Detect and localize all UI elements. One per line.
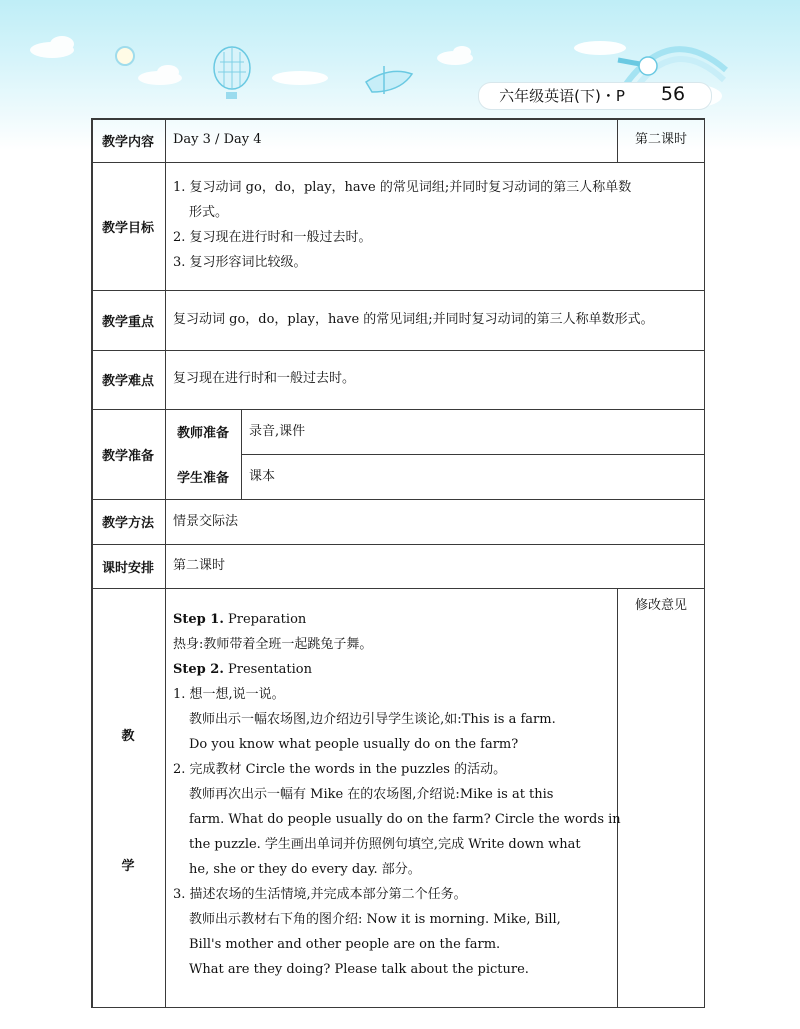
key-points-value: 复习动词 go，do，play，have 的常见词组;并同时复习动词的第三人称单数形式。: [173, 312, 654, 327]
label-content: 教学内容: [101, 134, 154, 150]
process-line: Bill's mother and other people are on the farm.: [189, 937, 501, 952]
step-1-heading: [173, 608, 306, 633]
student-prep-value: 课本: [249, 469, 276, 484]
step-2-title: Step 2.: [173, 662, 224, 677]
label-process-top: 教: [121, 728, 135, 744]
step-1-title: Step 1.: [173, 612, 224, 627]
label-schedule: 课时安排: [101, 560, 154, 576]
step-1-name: Preparation: [223, 612, 307, 627]
process-line: 1. 想一想,说一说。: [173, 687, 285, 702]
page-number: 56: [660, 83, 686, 105]
boat-icon: [366, 66, 412, 94]
sun-icon: [116, 47, 134, 65]
process-line: 3. 描述农场的生活情境,并完成本部分第二个任务。: [173, 887, 467, 902]
cloud-icon: [574, 41, 626, 55]
process-line: 教师出示教材右下角的图介绍: Now it is morning. Mike, Bill,: [189, 912, 561, 927]
content-value: Day 3 / Day 4: [173, 132, 262, 147]
goal-line: 1. 复习动词 go，do，play，have 的常见词组;并同时复习动词的第三人称单数: [173, 180, 632, 195]
process-line: he, she or they do every day. 部分。: [189, 862, 421, 877]
process-line: the puzzle. 学生画出单词并仿照例句填空,完成 Write down what: [189, 837, 581, 852]
process-line: farm. What do people usually do on the farm? Circle the words in: [189, 812, 621, 827]
label-student-prep: 学生准备: [176, 471, 229, 486]
goal-line: 2. 复习现在进行时和一般过去时。: [173, 230, 372, 245]
process-line: 2. 完成教材 Circle the words in the puzzles 的活动。: [173, 762, 507, 777]
lesson-plan-table: [91, 118, 705, 1008]
sky-decoration: [0, 0, 800, 130]
teacher-prep-value: 录音,课件: [249, 424, 306, 439]
difficulties-value: 复习现在进行时和一般过去时。: [173, 371, 356, 386]
label-key-points: 教学重点: [101, 314, 154, 330]
label-difficulties: 教学难点: [101, 374, 154, 389]
goal-line: 3. 复习形容词比较级。: [173, 255, 307, 270]
label-process-bottom: 学: [121, 858, 135, 874]
cloud-icon: [272, 71, 328, 85]
process-line: 教师出示一幅农场图,边介绍边引导学生谈论,如:This is a farm.: [189, 712, 556, 727]
lesson-period: 第二课时: [634, 132, 687, 147]
goal-line: 形式。: [189, 205, 229, 220]
step-2-heading: [173, 658, 312, 683]
step-2-name: Presentation: [223, 662, 312, 677]
warmup-line: 热身:教师带着全班一起跳兔子舞。: [173, 637, 373, 652]
process-line: 教师再次出示一幅有 Mike 在的农场图,介绍说:Mike is at this: [189, 787, 554, 802]
process-line: Do you know what people usually do on the farm?: [189, 737, 519, 752]
label-teacher-prep: 教师准备: [176, 426, 229, 441]
header-subject: 六年级英语(下)・P: [499, 86, 625, 105]
revision-notes-label: 修改意见: [634, 598, 687, 613]
method-value: 情景交际法: [173, 514, 239, 529]
label-goals: 教学目标: [101, 220, 154, 236]
label-preparation: 教学准备: [101, 448, 154, 464]
schedule-value: 第二课时: [173, 558, 226, 573]
label-method: 教学方法: [101, 516, 154, 531]
process-line: What are they doing? Please talk about the picture.: [189, 962, 529, 977]
hot-air-balloon-icon: [214, 47, 250, 99]
